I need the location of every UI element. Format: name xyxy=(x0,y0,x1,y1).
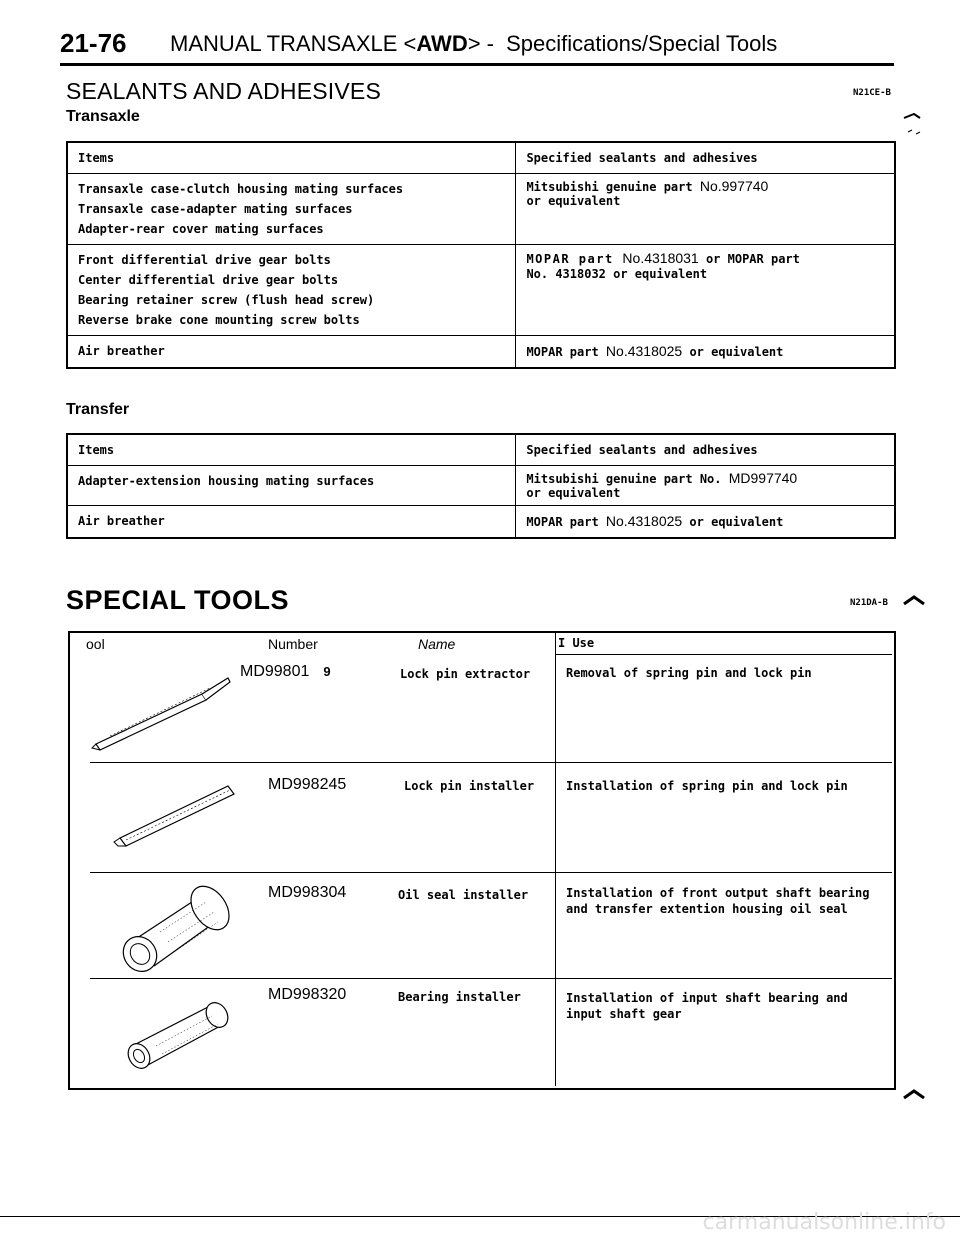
item-text: Reverse brake cone mounting screw bolts xyxy=(78,313,360,327)
row-rule xyxy=(90,762,892,763)
page-number: 21-76 xyxy=(60,28,127,58)
title-section: Specifications/Special Tools xyxy=(506,31,778,56)
spec-number: No.4318031 xyxy=(622,250,699,266)
row-rule xyxy=(90,978,892,979)
item-text: Front differential drive gear bolts xyxy=(78,253,331,267)
col-spec-header: Specified sealants and adhesives xyxy=(516,434,894,466)
margin-mark xyxy=(902,1088,928,1102)
item-text: Transaxle case-adapter mating surfaces xyxy=(78,202,353,216)
item-text: Air breather xyxy=(68,506,516,539)
col-name-header: Name xyxy=(418,636,456,652)
header-rule xyxy=(555,654,892,655)
table-row xyxy=(68,466,894,506)
table-row xyxy=(68,245,894,336)
title-bold: AWD xyxy=(416,31,468,56)
table-row xyxy=(68,336,894,369)
item-text: Transaxle case-clutch housing mating surfaces xyxy=(78,182,404,196)
spec-text: or equivalent xyxy=(526,486,621,500)
spec-text: or equivalent xyxy=(682,515,784,529)
transaxle-table xyxy=(66,141,896,369)
col-number-header: Number xyxy=(268,636,318,652)
spec-text: MOPAR part xyxy=(526,252,623,266)
col-items-header: Items xyxy=(68,434,516,466)
margin-mark xyxy=(900,110,930,140)
tool-name: Lock pin installer xyxy=(404,779,535,793)
table-header-row xyxy=(68,434,894,466)
oil-seal-installer-illustration xyxy=(110,880,240,975)
spec-number: No.997740 xyxy=(699,178,769,194)
item-text: Adapter-extension housing mating surfaces xyxy=(68,466,516,506)
page-title xyxy=(170,31,777,57)
spec-number: MD997740 xyxy=(728,470,798,486)
spec-text: Mitsubishi genuine part xyxy=(526,180,700,194)
col-use-header: I Use xyxy=(558,636,595,650)
tool-name: Oil seal installer xyxy=(398,888,529,902)
item-text: Center differential drive gear bolts xyxy=(78,273,339,287)
spec-text: MOPAR part xyxy=(526,515,606,529)
spec-text: MOPAR part xyxy=(526,345,606,359)
spec-number: No.4318025 xyxy=(605,513,683,529)
header-rule xyxy=(60,63,894,66)
col-items-header: Items xyxy=(68,142,516,174)
title-prefix: MANUAL TRANSAXLE < xyxy=(170,31,417,56)
table-row xyxy=(68,506,894,539)
tool-use: Installation of input shaft bearing and input shaft gear xyxy=(566,991,848,1021)
title-suffix: > - xyxy=(467,31,494,56)
tool-number: MD998304 xyxy=(268,884,347,901)
lock-pin-installer-illustration xyxy=(110,780,240,850)
spec-text: or equivalent xyxy=(526,194,621,208)
spec-number: No.4318025 xyxy=(605,343,683,359)
col-spec-header: Specified sealants and adhesives xyxy=(516,142,894,174)
spec-text: No. 4318032 or equivalent xyxy=(526,267,708,281)
tool-number: MD998320 xyxy=(268,986,347,1003)
tool-number-text: MD99801 xyxy=(240,663,310,680)
item-text: Bearing retainer screw (flush head screw) xyxy=(78,293,375,307)
transfer-heading: Transfer xyxy=(66,401,130,418)
sealants-code: N21CE-B xyxy=(853,88,891,98)
col-tool-header: ool xyxy=(86,636,105,652)
tool-use: Removal of spring pin and lock pin xyxy=(566,666,812,680)
lock-pin-extractor-illustration xyxy=(90,670,240,750)
table-row xyxy=(68,174,894,245)
margin-mark xyxy=(902,594,928,608)
watermark: carmanualsonline.info xyxy=(702,1210,946,1235)
item-text: Adapter-rear cover mating surfaces xyxy=(78,222,324,236)
spec-text: or equivalent xyxy=(682,345,784,359)
tool-use: Installation of spring pin and lock pin xyxy=(566,779,848,793)
tool-name: Lock pin extractor xyxy=(400,667,531,681)
tool-number-suffix: 9 xyxy=(323,664,331,679)
column-divider xyxy=(555,631,556,1086)
transfer-table xyxy=(66,433,896,539)
bearing-installer-illustration xyxy=(120,990,240,1070)
table-header-row xyxy=(68,142,894,174)
sealants-title: SEALANTS AND ADHESIVES xyxy=(66,78,382,104)
transaxle-heading: Transaxle xyxy=(66,108,140,125)
tool-name: Bearing installer xyxy=(398,990,521,1004)
special-tools-title: SPECIAL TOOLS xyxy=(66,585,290,615)
item-text: Air breather xyxy=(68,336,516,369)
tool-number xyxy=(240,663,331,681)
spec-text: or MOPAR part xyxy=(698,252,800,266)
row-rule xyxy=(90,872,892,873)
special-tools-code: N21DA-B xyxy=(850,598,888,608)
tool-number: MD998245 xyxy=(268,776,347,793)
spec-text: Mitsubishi genuine part No. xyxy=(526,472,729,486)
tool-use: Installation of front output shaft bearing and transfer extention housing oil seal xyxy=(566,886,870,916)
